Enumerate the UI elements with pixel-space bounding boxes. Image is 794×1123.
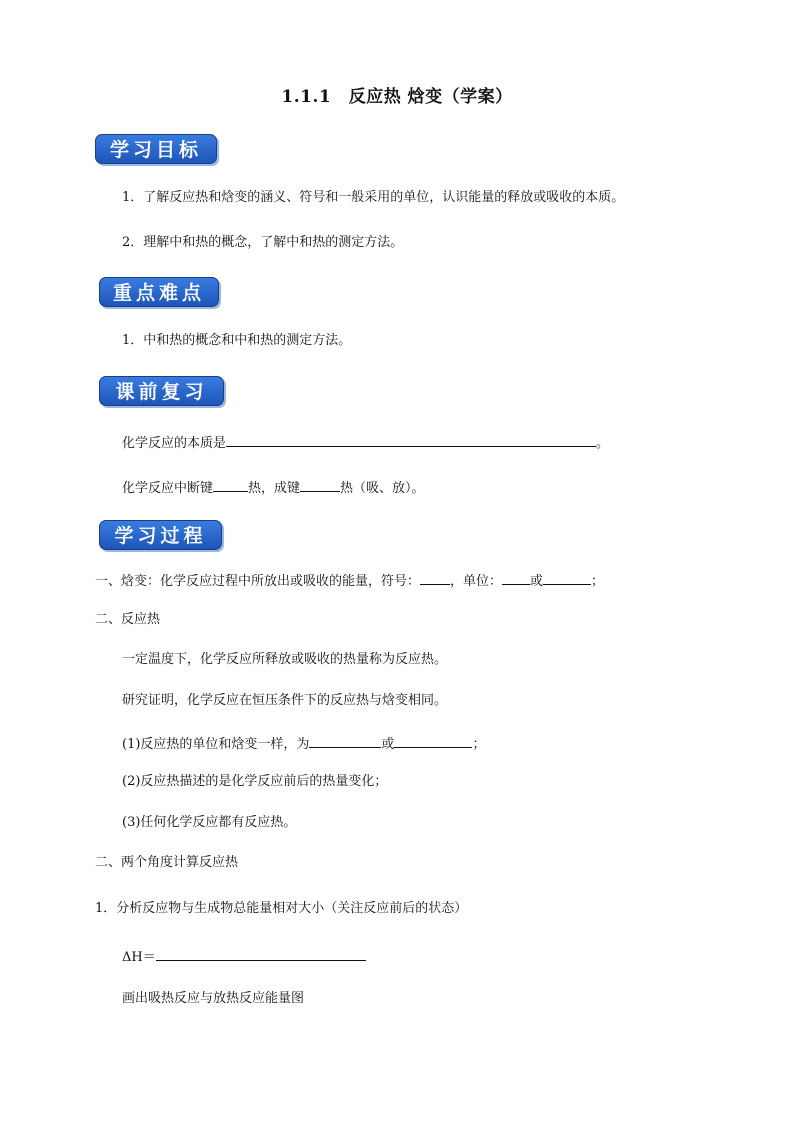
document-title: 1.1.1 反应热 焓变（学案） (281, 87, 513, 107)
review-q2-part3: 热（吸、放）。 (340, 481, 425, 496)
heading-calculation: 二、两个角度计算反应热 (95, 855, 239, 870)
item1-or: 或 (381, 737, 395, 752)
list-item-1 (122, 733, 485, 754)
item1-prefix: (1)反应热的单位和焓变一样，为 (122, 737, 310, 752)
objectives-badge: 学习目标 (95, 134, 217, 164)
answer-blank[interactable] (156, 946, 366, 961)
review-question-1 (122, 432, 609, 453)
key-points-badge: 重点难点 (99, 277, 219, 307)
paragraph-1: 一定温度下，化学反应所释放或吸收的热量称为反应热。 (122, 652, 448, 667)
answer-blank[interactable] (394, 733, 472, 748)
draw-instruction: 画出吸热反应与放热反应能量图 (122, 991, 305, 1006)
sub-item-1: 1．分析反应物与生成物总能量相对大小（关注反应前后的状态） (95, 901, 468, 916)
heading-reaction-heat: 二、反应热 (95, 612, 161, 627)
enthalpy-end: ； (591, 574, 605, 589)
review-badge: 课前复习 (99, 376, 224, 406)
item1-end: ； (472, 737, 486, 752)
enthalpy-definition (95, 570, 604, 591)
enthalpy-prefix: 一、焓变：化学反应过程中所放出或吸收的能量，符号： (95, 574, 421, 589)
review-q2-part1: 化学反应中断键 (122, 481, 214, 496)
objective-item-1: 1．了解反应热和焓变的涵义、符号和一般采用的单位，认识能量的释放或吸收的本质。 (122, 190, 625, 205)
review-q1-suffix: 。 (596, 436, 610, 451)
answer-blank[interactable] (502, 570, 530, 585)
review-q1-prefix: 化学反应的本质是 (122, 436, 227, 451)
list-item-3: (3)任何化学反应都有反应热。 (122, 815, 297, 830)
enthalpy-unit-label: ，单位： (450, 574, 503, 589)
delta-h-label: ΔH＝ (122, 950, 156, 965)
review-question-2 (122, 477, 425, 498)
process-badge: 学习过程 (99, 520, 222, 550)
list-item-2: (2)反应热描述的是化学反应前后的热量变化； (122, 774, 388, 789)
enthalpy-or: 或 (530, 574, 544, 589)
answer-blank[interactable] (300, 477, 340, 492)
answer-blank[interactable] (309, 733, 381, 748)
delta-h-line (122, 946, 366, 967)
answer-blank[interactable] (226, 432, 596, 447)
answer-blank[interactable] (543, 570, 591, 585)
answer-blank[interactable] (213, 477, 248, 492)
review-q2-part2: 热，成键 (248, 481, 301, 496)
objective-item-2: 2．理解中和热的概念，了解中和热的测定方法。 (122, 235, 404, 250)
answer-blank[interactable] (420, 570, 450, 585)
key-point-item-1: 1．中和热的概念和中和热的测定方法。 (122, 333, 352, 348)
paragraph-2: 研究证明，化学反应在恒压条件下的反应热与焓变相同。 (122, 693, 448, 708)
